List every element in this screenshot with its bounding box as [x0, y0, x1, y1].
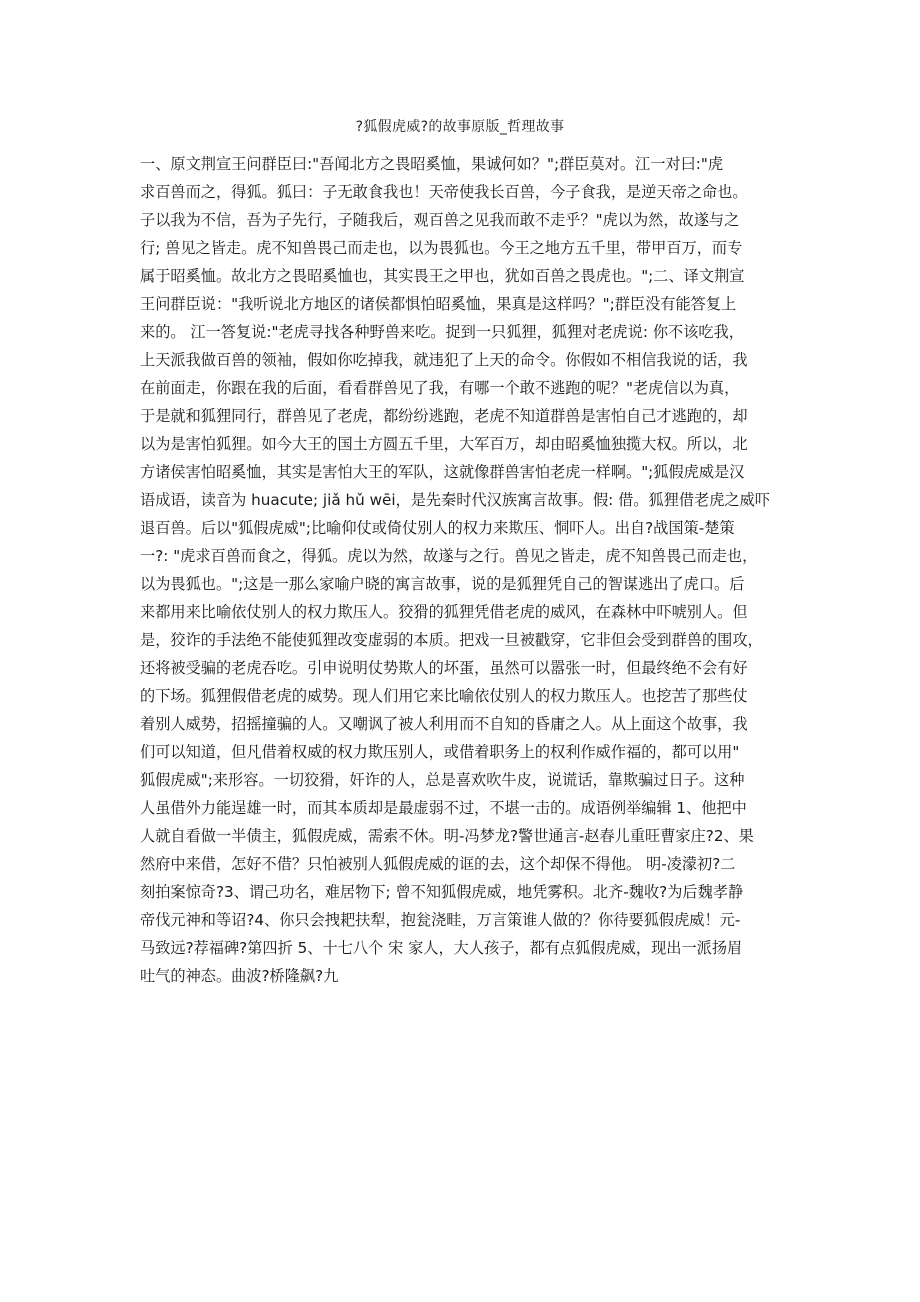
- body-text-line: 子以我为不信，吾为子先行，子随我后，观百兽之见我而敢不走乎？"虎以为然，故遂与之: [140, 211, 740, 229]
- body-text-line: 退百兽。后以"狐假虎威";比喻仰仗或倚仗别人的权力来欺压、恫吓人。出自?战国策-楚策: [140, 519, 735, 537]
- body-text-line: 刻拍案惊奇?3、谓己功名，难居物下; 曾不知狐假虎威，地凭雾积。北齐-魏收?为后魏孝静: [140, 883, 744, 901]
- body-text-line: 一?: "虎求百兽而食之，得狐。虎以为然，故遂与之行。兽见之皆走，虎不知兽畏己而走也，: [140, 547, 758, 565]
- body-text-line: 方诸侯害怕昭奚恤，其实是害怕大王的军队，这就像群兽害怕老虎一样啊。";狐假虎威是汉: [140, 463, 745, 481]
- body-text-line: 的下场。狐狸假借老虎的威势。现人们用它来比喻依仗别人的权力欺压人。也挖苦了那些仗: [140, 687, 748, 705]
- body-text-line: 马致远?荐福碑?第四折 5、十七八个 宋 家人，大人孩子，都有点狐假虎威，现出一派扬眉: [140, 939, 743, 957]
- body-text-line: 人虽借外力能逞雄一时，而其本质却是最虚弱不过，不堪一击的。成语例举编辑 1、他把中: [140, 799, 747, 817]
- body-text-line: 行; 兽见之皆走。虎不知兽畏己而走也，以为畏狐也。今王之地方五千里，带甲百万，而专: [140, 239, 743, 257]
- body-text-line: 们可以知道，但凡借着权威的权力欺压别人，或借着职务上的权利作威作福的，都可以用": [140, 743, 740, 761]
- body-text-line: 着别人威势，招摇撞骗的人。又嘲讽了被人利用而不自知的昏庸之人。从上面这个故事，我: [140, 715, 748, 733]
- body-text-line: 以为畏狐也。";这是一那么家喻户晓的寓言故事，说的是狐狸凭自己的智谋逃出了虎口。后: [140, 575, 745, 593]
- document-title: ?狐假虎威?的故事原版_哲理故事: [355, 119, 565, 135]
- body-text-line: 帝伐元神和等诏?4、你只会拽耙扶犁，抱瓮浇畦，万言策谁人做的？你待要狐假虎威！元-: [140, 911, 741, 929]
- body-text-line: 在前面走，你跟在我的后面，看看群兽见了我，有哪一个敢不逃跑的呢？"老虎信以为真，: [140, 379, 740, 397]
- body-text-line: 来的。 江一答复说:"老虎寻找各种野兽来吃。捉到一只狐狸，狐狸对老虎说: 你不该吃我，: [140, 323, 744, 341]
- body-text-line: 以为是害怕狐狸。如今大王的国土方圆五千里，大军百万，却由昭奚恤独揽大权。所以，北: [140, 435, 748, 453]
- document-body: [140, 150, 784, 990]
- body-text-line: 吐气的神态。曲波?桥隆飙?九: [140, 967, 339, 985]
- body-text-line: 属于昭奚恤。故北方之畏昭奚恤也，其实畏王之甲也，犹如百兽之畏虎也。";二、译文荆宣: [140, 267, 745, 285]
- body-text-line: 一、原文荆宣王问群臣曰:"吾闻北方之畏昭奚恤，果诚何如？";群臣莫对。江一对曰:"虎: [140, 155, 724, 173]
- body-text-line: 然府中来借，怎好不借？只怕被别人狐假虎威的诓的去，这个却保不得他。 明-凌濛初?二: [140, 855, 736, 873]
- body-text-line: 王问群臣说："我听说北方地区的诸侯都惧怕昭奚恤，果真是这样吗？";群臣没有能答复上: [140, 295, 737, 313]
- body-text-line: 上天派我做百兽的领袖，假如你吃掉我，就违犯了上天的命令。你假如不相信我说的话，我: [140, 351, 748, 369]
- body-text-line: 还将被受骗的老虎吞吃。引申说明仗势欺人的坏蛋，虽然可以嚣张一时，但最终绝不会有好: [140, 659, 748, 677]
- body-text-line: 求百兽而之，得狐。狐曰：子无敢食我也！天帝使我长百兽，今子食我，是逆天帝之命也。: [140, 183, 748, 201]
- body-text-line: 狐假虎威";来形容。一切狡猾，奸诈的人，总是喜欢吹牛皮，说谎话，靠欺骗过日子。这种: [140, 771, 745, 789]
- body-text-line: 语成语，读音为 huacute; jiǎ hǔ wēi，是先秦时代汉族寓言故事。假: 借。狐狸借老虎之威吓: [140, 491, 770, 509]
- body-text-line: 是，狡诈的手法绝不能使狐狸改变虚弱的本质。把戏一旦被戳穿，它非但会受到群兽的围攻，: [140, 631, 763, 649]
- body-text-line: 人就自看做一半债主，狐假虎威，需索不休。明-冯梦龙?警世通言-赵春儿重旺曹家庄?2、果: [140, 827, 754, 845]
- body-text-line: 来都用来比喻依仗别人的权力欺压人。狡猾的狐狸凭借老虎的威风，在森林中吓唬别人。但: [140, 603, 748, 621]
- body-text-line: 于是就和狐狸同行，群兽见了老虎，都纷纷逃跑，老虎不知道群兽是害怕自己才逃跑的，却: [140, 407, 748, 425]
